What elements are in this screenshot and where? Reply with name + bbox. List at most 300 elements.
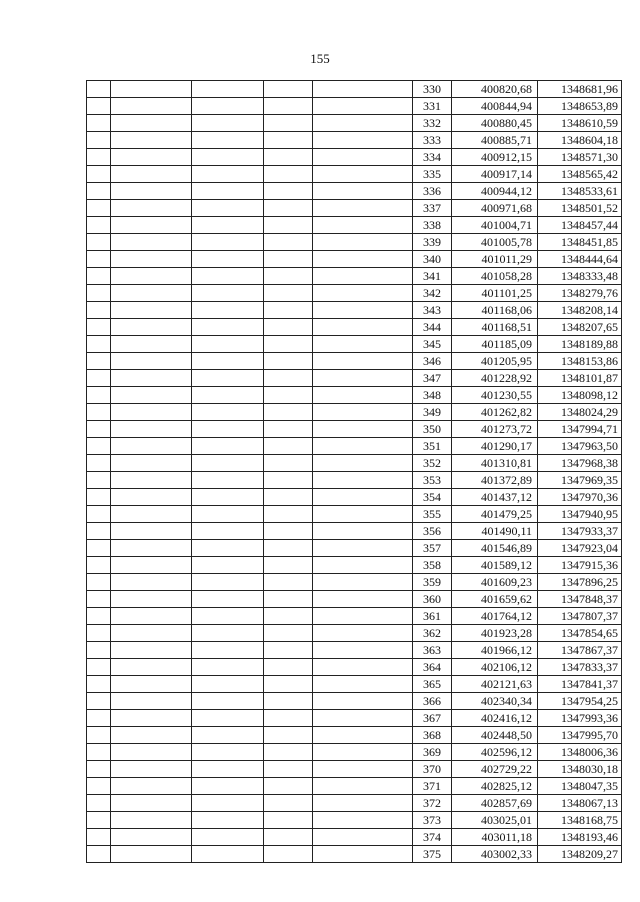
empty-cell [192, 319, 264, 336]
empty-cell [264, 744, 313, 761]
x-coordinate-cell: 402825,12 [452, 778, 538, 795]
empty-cell [111, 421, 192, 438]
y-coordinate-cell: 1348193,46 [538, 829, 622, 846]
x-coordinate-cell: 401589,12 [452, 557, 538, 574]
empty-cell [87, 149, 111, 166]
table-row [87, 846, 622, 863]
y-coordinate-cell: 1347933,37 [538, 523, 622, 540]
empty-cell [264, 319, 313, 336]
empty-cell [111, 404, 192, 421]
x-coordinate-cell: 400820,68 [452, 81, 538, 98]
x-coordinate-cell: 401230,55 [452, 387, 538, 404]
y-coordinate-cell: 1348501,52 [538, 200, 622, 217]
empty-cell [264, 557, 313, 574]
empty-cell [87, 676, 111, 693]
empty-cell [111, 438, 192, 455]
y-coordinate-cell: 1347954,25 [538, 693, 622, 710]
empty-cell [313, 693, 413, 710]
table-row [87, 506, 622, 523]
table-row [87, 778, 622, 795]
empty-cell [87, 795, 111, 812]
empty-cell [192, 472, 264, 489]
y-coordinate-cell: 1348189,88 [538, 336, 622, 353]
empty-cell [192, 778, 264, 795]
empty-cell [87, 353, 111, 370]
empty-cell [111, 489, 192, 506]
empty-cell [111, 812, 192, 829]
x-coordinate-cell: 402121,63 [452, 676, 538, 693]
point-number-cell: 358 [413, 557, 452, 574]
empty-cell [264, 302, 313, 319]
empty-cell [87, 285, 111, 302]
empty-cell [264, 540, 313, 557]
table-row [87, 710, 622, 727]
empty-cell [313, 268, 413, 285]
empty-cell [313, 387, 413, 404]
y-coordinate-cell: 1348030,18 [538, 761, 622, 778]
point-number-cell: 339 [413, 234, 452, 251]
table-row [87, 540, 622, 557]
empty-cell [87, 370, 111, 387]
y-coordinate-cell: 1347915,36 [538, 557, 622, 574]
empty-cell [192, 268, 264, 285]
x-coordinate-cell: 402857,69 [452, 795, 538, 812]
point-number-cell: 355 [413, 506, 452, 523]
point-number-cell: 366 [413, 693, 452, 710]
empty-cell [87, 251, 111, 268]
empty-cell [87, 234, 111, 251]
x-coordinate-cell: 401205,95 [452, 353, 538, 370]
empty-cell [111, 183, 192, 200]
empty-cell [87, 625, 111, 642]
empty-cell [313, 846, 413, 863]
empty-cell [87, 642, 111, 659]
table-row [87, 761, 622, 778]
table-row [87, 829, 622, 846]
table-row [87, 625, 622, 642]
empty-cell [313, 642, 413, 659]
empty-cell [111, 676, 192, 693]
empty-cell [111, 200, 192, 217]
x-coordinate-cell: 400880,45 [452, 115, 538, 132]
empty-cell [192, 183, 264, 200]
x-coordinate-cell: 401546,89 [452, 540, 538, 557]
table-row [87, 166, 622, 183]
empty-cell [313, 540, 413, 557]
empty-cell [264, 693, 313, 710]
empty-cell [111, 642, 192, 659]
empty-cell [192, 251, 264, 268]
y-coordinate-cell: 1348067,13 [538, 795, 622, 812]
point-number-cell: 335 [413, 166, 452, 183]
empty-cell [111, 608, 192, 625]
empty-cell [192, 642, 264, 659]
empty-cell [313, 812, 413, 829]
table-row [87, 370, 622, 387]
empty-cell [264, 149, 313, 166]
empty-cell [111, 285, 192, 302]
x-coordinate-cell: 401290,17 [452, 438, 538, 455]
empty-cell [313, 234, 413, 251]
empty-cell [313, 676, 413, 693]
empty-cell [313, 132, 413, 149]
x-coordinate-cell: 401437,12 [452, 489, 538, 506]
table-row [87, 812, 622, 829]
y-coordinate-cell: 1348653,89 [538, 98, 622, 115]
empty-cell [264, 608, 313, 625]
point-number-cell: 334 [413, 149, 452, 166]
empty-cell [87, 472, 111, 489]
table-row [87, 557, 622, 574]
x-coordinate-cell: 401310,81 [452, 455, 538, 472]
empty-cell [192, 795, 264, 812]
empty-cell [313, 829, 413, 846]
y-coordinate-cell: 1348101,87 [538, 370, 622, 387]
point-number-cell: 341 [413, 268, 452, 285]
table-row [87, 744, 622, 761]
x-coordinate-cell: 401101,25 [452, 285, 538, 302]
empty-cell [313, 200, 413, 217]
table-row [87, 489, 622, 506]
x-coordinate-cell: 400912,15 [452, 149, 538, 166]
x-coordinate-cell: 400971,68 [452, 200, 538, 217]
empty-cell [313, 557, 413, 574]
x-coordinate-cell: 402106,12 [452, 659, 538, 676]
empty-cell [192, 387, 264, 404]
table-row [87, 132, 622, 149]
empty-cell [192, 404, 264, 421]
x-coordinate-cell: 401168,51 [452, 319, 538, 336]
empty-cell [111, 115, 192, 132]
y-coordinate-cell: 1348208,14 [538, 302, 622, 319]
empty-cell [264, 761, 313, 778]
empty-cell [313, 523, 413, 540]
point-number-cell: 352 [413, 455, 452, 472]
y-coordinate-cell: 1348533,61 [538, 183, 622, 200]
x-coordinate-cell: 401490,11 [452, 523, 538, 540]
empty-cell [313, 217, 413, 234]
point-number-cell: 351 [413, 438, 452, 455]
empty-cell [87, 812, 111, 829]
x-coordinate-cell: 400917,14 [452, 166, 538, 183]
y-coordinate-cell: 1348457,44 [538, 217, 622, 234]
empty-cell [87, 506, 111, 523]
empty-cell [192, 132, 264, 149]
y-coordinate-cell: 1348098,12 [538, 387, 622, 404]
empty-cell [264, 98, 313, 115]
empty-cell [264, 625, 313, 642]
y-coordinate-cell: 1348153,86 [538, 353, 622, 370]
empty-cell [87, 421, 111, 438]
empty-cell [313, 285, 413, 302]
table-row [87, 523, 622, 540]
empty-cell [313, 166, 413, 183]
empty-cell [264, 183, 313, 200]
empty-cell [87, 489, 111, 506]
x-coordinate-cell: 401058,28 [452, 268, 538, 285]
empty-cell [87, 387, 111, 404]
x-coordinate-cell: 401479,25 [452, 506, 538, 523]
point-number-cell: 365 [413, 676, 452, 693]
x-coordinate-cell: 401923,28 [452, 625, 538, 642]
empty-cell [87, 523, 111, 540]
empty-cell [111, 710, 192, 727]
table-row [87, 795, 622, 812]
empty-cell [192, 523, 264, 540]
empty-cell [87, 132, 111, 149]
empty-cell [192, 438, 264, 455]
table-row [87, 642, 622, 659]
table-row [87, 336, 622, 353]
empty-cell [313, 438, 413, 455]
empty-cell [264, 472, 313, 489]
empty-cell [192, 812, 264, 829]
empty-cell [111, 744, 192, 761]
point-number-cell: 344 [413, 319, 452, 336]
empty-cell [313, 319, 413, 336]
empty-cell [192, 149, 264, 166]
point-number-cell: 340 [413, 251, 452, 268]
empty-cell [313, 625, 413, 642]
empty-cell [313, 574, 413, 591]
empty-cell [111, 574, 192, 591]
x-coordinate-cell: 402416,12 [452, 710, 538, 727]
empty-cell [192, 761, 264, 778]
empty-cell [264, 710, 313, 727]
y-coordinate-cell: 1348207,65 [538, 319, 622, 336]
table-row [87, 404, 622, 421]
table-row [87, 693, 622, 710]
empty-cell [111, 829, 192, 846]
x-coordinate-cell: 403011,18 [452, 829, 538, 846]
empty-cell [111, 132, 192, 149]
x-coordinate-cell: 402596,12 [452, 744, 538, 761]
point-number-cell: 347 [413, 370, 452, 387]
empty-cell [111, 778, 192, 795]
empty-cell [264, 217, 313, 234]
empty-cell [264, 234, 313, 251]
y-coordinate-cell: 1347968,38 [538, 455, 622, 472]
point-number-cell: 371 [413, 778, 452, 795]
x-coordinate-cell: 400844,94 [452, 98, 538, 115]
point-number-cell: 331 [413, 98, 452, 115]
y-coordinate-cell: 1347807,37 [538, 608, 622, 625]
x-coordinate-cell: 400885,71 [452, 132, 538, 149]
point-number-cell: 342 [413, 285, 452, 302]
empty-cell [313, 149, 413, 166]
table-row [87, 200, 622, 217]
empty-cell [192, 608, 264, 625]
empty-cell [111, 353, 192, 370]
point-number-cell: 359 [413, 574, 452, 591]
empty-cell [264, 251, 313, 268]
empty-cell [87, 659, 111, 676]
point-number-cell: 375 [413, 846, 452, 863]
point-number-cell: 346 [413, 353, 452, 370]
empty-cell [192, 455, 264, 472]
y-coordinate-cell: 1348024,29 [538, 404, 622, 421]
y-coordinate-cell: 1348604,18 [538, 132, 622, 149]
empty-cell [192, 336, 264, 353]
y-coordinate-cell: 1348451,85 [538, 234, 622, 251]
empty-cell [264, 404, 313, 421]
y-coordinate-cell: 1347867,37 [538, 642, 622, 659]
empty-cell [192, 98, 264, 115]
empty-cell [264, 642, 313, 659]
x-coordinate-cell: 401005,78 [452, 234, 538, 251]
empty-cell [192, 829, 264, 846]
empty-cell [87, 778, 111, 795]
empty-cell [87, 268, 111, 285]
empty-cell [111, 761, 192, 778]
y-coordinate-cell: 1347963,50 [538, 438, 622, 455]
point-number-cell: 343 [413, 302, 452, 319]
x-coordinate-cell: 402340,34 [452, 693, 538, 710]
y-coordinate-cell: 1347940,95 [538, 506, 622, 523]
empty-cell [192, 506, 264, 523]
empty-cell [87, 608, 111, 625]
point-number-cell: 349 [413, 404, 452, 421]
empty-cell [192, 421, 264, 438]
table-row [87, 727, 622, 744]
empty-cell [313, 421, 413, 438]
point-number-cell: 374 [413, 829, 452, 846]
empty-cell [264, 574, 313, 591]
empty-cell [192, 353, 264, 370]
point-number-cell: 356 [413, 523, 452, 540]
y-coordinate-cell: 1348610,59 [538, 115, 622, 132]
empty-cell [313, 761, 413, 778]
empty-cell [192, 710, 264, 727]
point-number-cell: 357 [413, 540, 452, 557]
empty-cell [111, 217, 192, 234]
table-row [87, 183, 622, 200]
y-coordinate-cell: 1348006,36 [538, 744, 622, 761]
empty-cell [192, 81, 264, 98]
y-coordinate-cell: 1347970,36 [538, 489, 622, 506]
empty-cell [87, 98, 111, 115]
table-row [87, 319, 622, 336]
point-number-cell: 345 [413, 336, 452, 353]
empty-cell [87, 183, 111, 200]
empty-cell [264, 353, 313, 370]
point-number-cell: 363 [413, 642, 452, 659]
empty-cell [264, 591, 313, 608]
empty-cell [264, 132, 313, 149]
y-coordinate-cell: 1347841,37 [538, 676, 622, 693]
empty-cell [192, 166, 264, 183]
table-row [87, 591, 622, 608]
x-coordinate-cell: 403025,01 [452, 812, 538, 829]
coordinates-table [86, 80, 622, 863]
table-row [87, 659, 622, 676]
x-coordinate-cell: 401273,72 [452, 421, 538, 438]
y-coordinate-cell: 1348444,64 [538, 251, 622, 268]
empty-cell [313, 659, 413, 676]
empty-cell [111, 319, 192, 336]
point-number-cell: 338 [413, 217, 452, 234]
point-number-cell: 364 [413, 659, 452, 676]
empty-cell [87, 710, 111, 727]
x-coordinate-cell: 403002,33 [452, 846, 538, 863]
empty-cell [87, 574, 111, 591]
point-number-cell: 348 [413, 387, 452, 404]
empty-cell [111, 98, 192, 115]
empty-cell [87, 302, 111, 319]
x-coordinate-cell: 401004,71 [452, 217, 538, 234]
empty-cell [313, 353, 413, 370]
point-number-cell: 367 [413, 710, 452, 727]
empty-cell [264, 115, 313, 132]
x-coordinate-cell: 401228,92 [452, 370, 538, 387]
empty-cell [87, 336, 111, 353]
empty-cell [87, 166, 111, 183]
point-number-cell: 373 [413, 812, 452, 829]
table-row [87, 421, 622, 438]
x-coordinate-cell: 401262,82 [452, 404, 538, 421]
empty-cell [87, 727, 111, 744]
x-coordinate-cell: 401764,12 [452, 608, 538, 625]
x-coordinate-cell: 401659,62 [452, 591, 538, 608]
empty-cell [192, 540, 264, 557]
empty-cell [87, 744, 111, 761]
empty-cell [313, 727, 413, 744]
empty-cell [111, 81, 192, 98]
empty-cell [264, 268, 313, 285]
empty-cell [313, 98, 413, 115]
empty-cell [192, 489, 264, 506]
empty-cell [192, 200, 264, 217]
table-row [87, 98, 622, 115]
empty-cell [111, 625, 192, 642]
empty-cell [264, 778, 313, 795]
y-coordinate-cell: 1348279,76 [538, 285, 622, 302]
empty-cell [111, 370, 192, 387]
empty-cell [192, 217, 264, 234]
table-row [87, 285, 622, 302]
table-body [87, 81, 622, 863]
empty-cell [264, 200, 313, 217]
empty-cell [111, 506, 192, 523]
empty-cell [313, 404, 413, 421]
y-coordinate-cell: 1347993,36 [538, 710, 622, 727]
empty-cell [264, 285, 313, 302]
point-number-cell: 332 [413, 115, 452, 132]
empty-cell [111, 540, 192, 557]
empty-cell [192, 370, 264, 387]
point-number-cell: 368 [413, 727, 452, 744]
empty-cell [264, 336, 313, 353]
empty-cell [264, 81, 313, 98]
y-coordinate-cell: 1348047,35 [538, 778, 622, 795]
empty-cell [87, 540, 111, 557]
empty-cell [111, 846, 192, 863]
empty-cell [111, 268, 192, 285]
empty-cell [192, 659, 264, 676]
empty-cell [192, 115, 264, 132]
table-row [87, 234, 622, 251]
empty-cell [111, 591, 192, 608]
empty-cell [87, 81, 111, 98]
empty-cell [313, 302, 413, 319]
empty-cell [192, 285, 264, 302]
empty-cell [192, 557, 264, 574]
empty-cell [111, 472, 192, 489]
empty-cell [87, 829, 111, 846]
point-number-cell: 362 [413, 625, 452, 642]
table-row [87, 387, 622, 404]
empty-cell [313, 336, 413, 353]
